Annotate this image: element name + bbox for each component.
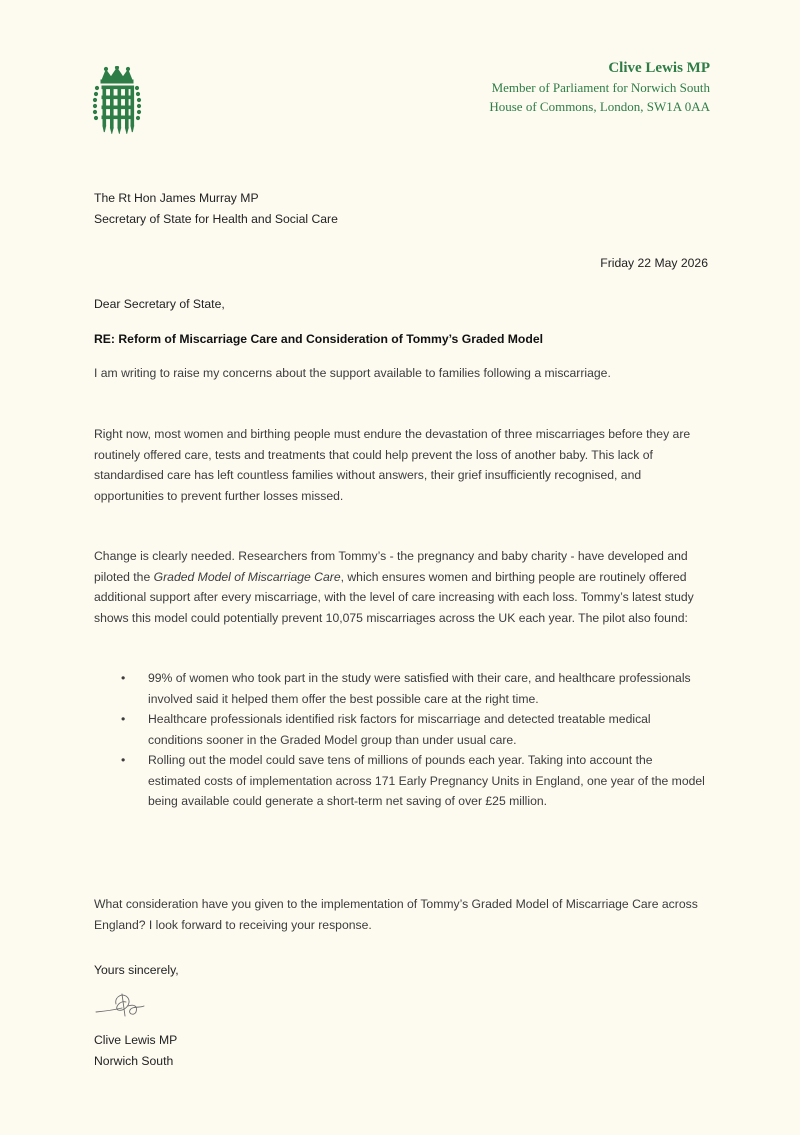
recipient-block (94, 188, 708, 229)
list-item-text: 99% of women who took part in the study were satisfied with their care, and healthcare professionals involved said it helped them offer the best possible care at the right time. (148, 671, 691, 706)
subject-line: RE: Reform of Miscarriage Care and Consideration of Tommy’s Graded Model (94, 332, 543, 346)
paragraph-graded-model-end: , which ensures women and birthing people are routinely offered additional support after every miscarriage, with the level of care increasing with each loss. Tommy’s latest study shows this model could potentially prevent 10,075 miscarriages across the UK each year. The pilot also found: (94, 569, 694, 625)
recipient-name: The Rt Hon James Murray MP (94, 191, 259, 205)
list-item (94, 750, 708, 812)
paragraph-graded-model (94, 546, 708, 628)
signoff-constituency: Norwich South (94, 1053, 174, 1068)
signoff-block (94, 1030, 708, 1071)
letter-date: Friday 22 May 2026 (600, 256, 708, 270)
paragraph-problem: Right now, most women and birthing people must endure the devastation of three miscarriages before they are routinely offered care, tests and treatments that could help prevent the loss of another baby. This lack of standardised care has left countless families without answers, their grief insufficiently recognised, and opportunities to prevent further losses missed. (94, 427, 691, 503)
findings-list (94, 668, 708, 812)
paragraph-graded-model-start: Change is clearly needed. Researchers from Tommy’s - the pregnancy and baby charity - have developed and piloted the (94, 549, 688, 584)
mp-name: Clive Lewis MP (608, 60, 710, 76)
mp-role: Member of Parliament for Norwich South (491, 80, 710, 95)
portcullis-logo-icon (92, 66, 142, 134)
bullet-icon: • (121, 671, 126, 685)
bullet-icon: • (121, 712, 126, 726)
closing: Yours sincerely, (94, 963, 179, 977)
salutation: Dear Secretary of State, (94, 297, 225, 311)
mp-address: House of Commons, London, SW1A 0AA (489, 99, 710, 114)
bullet-icon: • (121, 753, 126, 767)
list-item-text: Healthcare professionals identified risk factors for miscarriage and detected treatable medical conditions sooner in the Graded Model group than under usual care. (148, 712, 651, 747)
model-name-italic: Graded Model of Miscarriage Care (153, 569, 341, 584)
paragraph-intro: I am writing to raise my concerns about the support available to families following a miscarriage. (94, 366, 611, 380)
list-item (94, 709, 708, 750)
paragraph-question: What consideration have you given to the implementation of Tommy’s Graded Model of Miscarriage Care across England? I look forward to receiving your response. (94, 897, 698, 932)
recipient-title: Secretary of State for Health and Social Care (94, 211, 338, 226)
signoff-name: Clive Lewis MP (94, 1033, 178, 1047)
list-item (94, 668, 708, 709)
letterhead (489, 58, 710, 116)
list-item-text: Rolling out the model could save tens of millions of pounds each year. Taking into account the estimated costs of implementation across 171 Early Pregnancy Units in England, one year of the model being available could generate a short-term net saving of over £25 million. (148, 753, 705, 808)
handwritten-signature (92, 988, 172, 1022)
